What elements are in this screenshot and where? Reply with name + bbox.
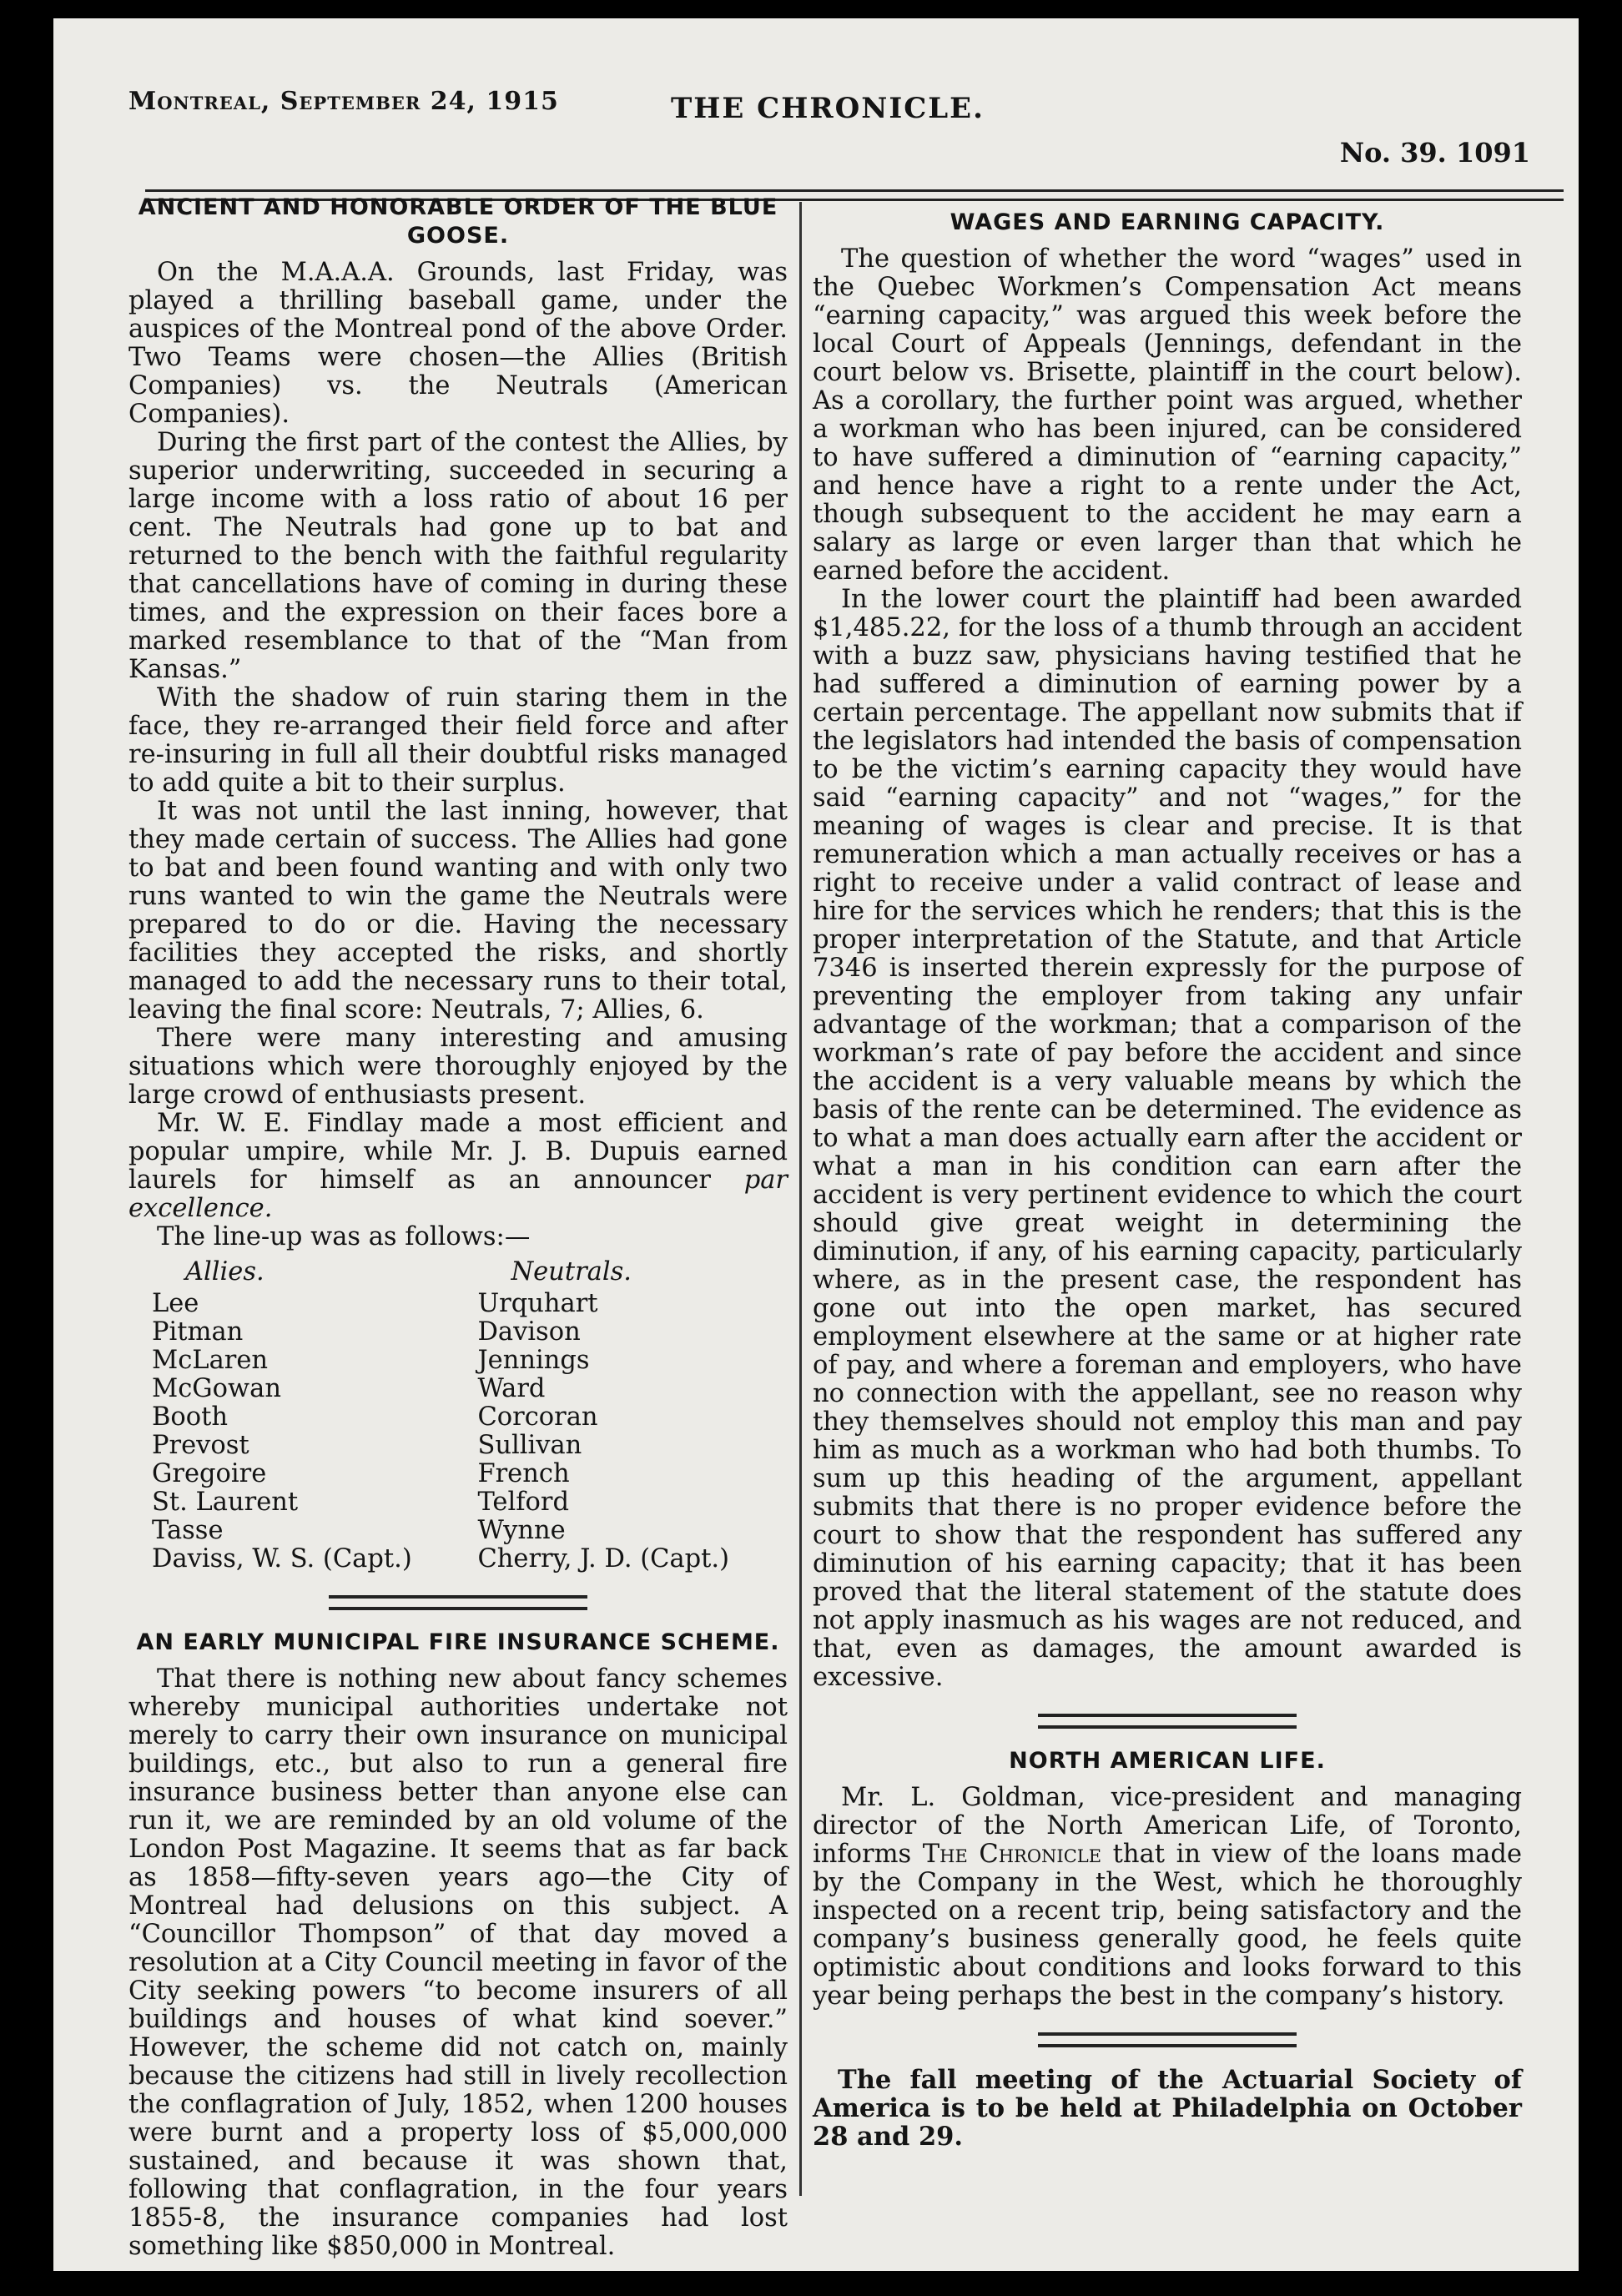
article-body-blue-goose — [128, 259, 788, 1251]
neutrals-heading: Neutrals. — [511, 1257, 632, 1286]
paragraph — [813, 1784, 1522, 2011]
allies-player: Booth — [152, 1402, 229, 1432]
article-body-north-american-life — [813, 1784, 1522, 2011]
allies-player: McLaren — [152, 1346, 269, 1375]
neutrals-player: Ward — [477, 1374, 546, 1403]
article-title-fire-insurance: AN EARLY MUNICIPAL FIRE INSURANCE SCHEME. — [136, 1629, 780, 1655]
left-column — [128, 194, 788, 2261]
allies-player: McGowan — [152, 1374, 281, 1403]
article-title-north-american-life: NORTH AMERICAN LIFE. — [1009, 1748, 1326, 1774]
neutrals-player: French — [477, 1459, 570, 1488]
paragraph: On the M.A.A.A. Grounds, last Friday, was played a thrilling baseball game, under the auspices of the Montreal pond of the above Order. Two Teams were chosen—the Allies (British Companies) vs. the Neutrals (American Companies). — [128, 258, 788, 429]
header-issue-page: No. 39. 1091 — [1339, 137, 1530, 169]
paragraph: It was not until the last inning, however, that they made certain of success. The Allies had gone to bat and been found wanting and with only two runs wanted to win the game the Neutrals were prepared to do or die. Having the necessary facilities they accepted the risks, and shortly managed to add the necessary runs to their total, leaving the final score: Neutrals, 7; Allies, 6. — [128, 797, 788, 1025]
allies-player: Tasse — [152, 1516, 224, 1545]
lineup-intro: The line-up was as follows:— — [157, 1222, 531, 1251]
article-separator — [1038, 1714, 1297, 1729]
neutrals-player: Telford — [477, 1488, 569, 1517]
paragraph: With the shadow of ruin staring them in the face, they re-arranged their field force and after re-insuring in full all their doubtful risks managed to add quite a bit to their surplus. — [128, 683, 788, 798]
umpire-italic: par excellence. — [128, 1166, 788, 1223]
header-dateline: Montreal, September 24, 1915 — [128, 87, 559, 116]
paragraph: There were many interesting and amusing situations which were thoroughly enjoyed by the large crowd of enthusiasts present. — [128, 1024, 788, 1110]
neutrals-player: Cherry, J. D. (Capt.) — [477, 1544, 729, 1573]
allies-player: Prevost — [152, 1431, 249, 1460]
column-divider — [799, 202, 802, 2196]
paragraph: In the lower court the plaintiff had been awarded $1,485.22, for the loss of a thumb through an accident with a buzz saw, physicians having testified that he had suffered a diminution of earning power by a certain percentage. The appellant now submits that if the legislators had intended the basis of compensation to be the victim’s earning capacity they would have said “earning capacity” and not “wages,” for the meaning of wages is clear and precise. It is that remuneration which a man actually receives or has a right to receive under a valid contract of lease and hire for the services which he renders; that this is the proper interpretation of the Statute, and that Article 7346 is inserted therein expressly for the purpose of preventing the employer from taking any unfair advantage of the workman; that a comparison of the workman’s rate of pay before the accident and since the accident is a very valuable means by which the basis of the rente can be determined. The evidence as to what a man does actually earn after the accident or what a man in his condition can earn after the accident is very pertinent evidence to which the court should give great weight in determining the diminution, if any, of his earning capacity, particularly where, as in the present case, the respondent has gone out into the open market, has secured employment elsewhere at the same or at higher rate of pay, and where a foreman and employers, who have no connection with the appellant, see no reason why they themselves should not employ this man and pay him as much as a workman who had both thumbs. To sum up this heading of the argument, appellant submits that there is no proper evidence before the court to show that the respondent has suffered any diminution of his earning capacity; that it has been proved that the literal statement of the statute does not apply inasmuch as his wages are not reduced, and that, even as damages, the amount awarded is excessive. — [813, 585, 1522, 1692]
article-body-wages — [813, 245, 1522, 1692]
article-separator — [1038, 2032, 1297, 2047]
note-text: The fall meeting of the Actuarial Society of America is to be held at Philadelphia on October 28 and 29. — [813, 2065, 1522, 2152]
umpire-text: Mr. W. E. Findlay made a most efficient and popular umpire, while Mr. J. B. Dupuis earned laurels for himself as an announcer — [128, 1109, 788, 1195]
paragraph: During the first part of the contest the Allies, by superior underwriting, succeeded in securing a large income with a loss ratio of about 16 per cent. The Neutrals had gone up to bat and returned to the bench with the faithful regularity that cancellations have of coming in during these times, and the expression on their faces bore a marked resemblance to that of the “Man from Kansas.” — [128, 428, 788, 684]
neutrals-player: Jennings — [477, 1346, 590, 1375]
neutrals-column — [477, 1258, 729, 1573]
actuarial-note — [813, 2066, 1522, 2151]
allies-player: St. Laurent — [152, 1488, 299, 1517]
allies-player: Gregoire — [152, 1459, 267, 1488]
neutrals-player: Wynne — [477, 1516, 566, 1545]
allies-player: Daviss, W. S. (Capt.) — [152, 1544, 412, 1573]
allies-player: Pitman — [152, 1317, 244, 1347]
right-column — [813, 209, 1522, 2151]
nal-text-after: that in view of the loans made by the Company in the West, which he thoroughly inspected on a recent trip, being satisfactory and the company’s business generally good, he feels quite optimistic about conditions and looks forward to this year being perhaps the best in the company’s history. — [813, 1840, 1522, 2011]
allies-player: Lee — [152, 1289, 199, 1318]
header-masthead: THE CHRONICLE. — [671, 92, 985, 125]
article-title-wages: WAGES AND EARNING CAPACITY. — [950, 209, 1385, 235]
paragraph-umpire — [128, 1110, 788, 1223]
article-separator — [329, 1595, 587, 1610]
newspaper-page — [53, 18, 1579, 2271]
neutrals-player: Urquhart — [477, 1289, 598, 1318]
allies-column — [128, 1258, 412, 1573]
page-header — [128, 87, 1530, 169]
neutrals-player: Sullivan — [477, 1431, 582, 1460]
publication-name: The Chronicle — [922, 1840, 1102, 1869]
neutrals-player: Davison — [477, 1317, 581, 1347]
article-body-fire-insurance — [128, 1665, 788, 2261]
allies-heading: Allies. — [185, 1257, 264, 1286]
nal-text-before: Mr. L. Goldman, vice-president and managing director of the North American Life, of Toronto, informs — [813, 1783, 1522, 1869]
paragraph: That there is nothing new about fancy schemes whereby municipal authorities undertake not merely to carry their own insurance on municipal buildings, etc., but also to run a general fire insurance business better than anyone else can run it, we are reminded by an old volume of the London Post Magazine. It seems that as far back as 1858—fifty-seven years ago—the City of Montreal had delusions on this subject. A “Councillor Thompson” of that day moved a resolution at a City Council meeting in favor of the City seeking powers “to become insurers of all buildings and houses of what kind soever.” However, the scheme did not catch on, mainly because the citizens had still in lively recollection the conflagration of July, 1852, when 1200 houses were burnt and a property loss of $5,000,000 sustained, and because it was shown that, following that conflagration, in the four years 1855-8, the insurance companies had lost something like $850,000 in Montreal. — [128, 1664, 788, 2261]
lineup-table — [128, 1258, 729, 1573]
neutrals-player: Corcoran — [477, 1402, 598, 1432]
article-title-blue-goose: ANCIENT AND HONORABLE ORDER OF THE BLUE GOOSE. — [138, 194, 778, 249]
paragraph: The question of whether the word “wages” used in the Quebec Workmen’s Compensation Act means “earning capacity,” was argued this week before the local Court of Appeals (Jennings, defendant in the court below vs. Brisette, plaintiff in the court below). As a corollary, the further point was argued, whether a workman who has been injured, can be considered to have suffered a diminution of “earning capacity,” and hence have a right to a rente under the Act, though subsequent to the accident he may earn a salary as large or even larger than that which he earned before the accident. — [813, 244, 1522, 586]
